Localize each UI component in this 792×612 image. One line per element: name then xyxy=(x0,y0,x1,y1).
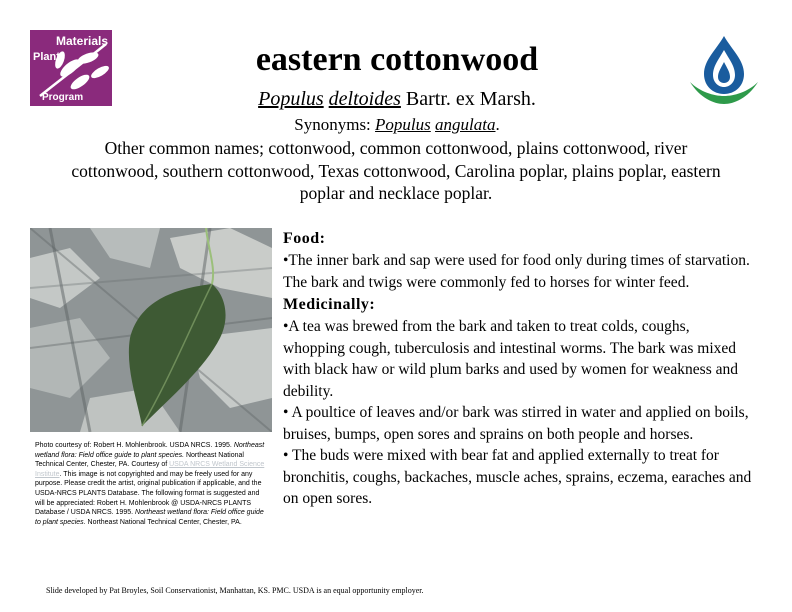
synonyms-label: Synonyms: xyxy=(294,115,371,134)
logo-line-program: Program xyxy=(42,92,84,103)
credit-publication-2: Northeast wetland flora: Field office guide to plant species. xyxy=(35,509,264,526)
other-common-names: Other common names; cottonwood, common cottonwood, plains cottonwood, river cottonwood, southern cottonwood, Texas cottonwood, Carolina poplar, plains poplar, eastern poplar and necklace poplar. xyxy=(71,138,721,203)
authority-name: Bartr. ex Marsh. xyxy=(405,88,536,110)
leaf-on-bark-image xyxy=(30,228,272,432)
medicinal-section xyxy=(283,294,753,510)
credit-text-1: Photo courtesy of: Robert H. Mohlenbrook. USDA NRCS. 1995. xyxy=(35,442,232,449)
synonyms-line xyxy=(160,115,634,135)
water-drop-icon xyxy=(686,32,762,108)
credit-publication-1: Northeast wetland flora: Field office guide to plant species. xyxy=(35,442,265,459)
credit-text-4: Northeast National Technical Center, Chester, PA. xyxy=(87,518,242,526)
footer-credit: Slide developed by Pat Broyles, Soil Conservationist, Manhattan, KS. PMC. USDA is an equal opportunity employer. xyxy=(46,586,424,595)
plant-materials-program-logo xyxy=(30,30,112,106)
food-item: •The inner bark and sap were used for food only during times of starvation. The bark and twigs were commonly fed to horses for winter feed. xyxy=(283,252,750,291)
synonym-end: . xyxy=(495,115,500,134)
medicinal-heading: Medicinally: xyxy=(283,296,376,313)
credit-text-2: Northeast National Technical Center, Chester, PA. Courtesy of xyxy=(35,451,244,469)
cottonwood-leaf-photo xyxy=(30,228,272,432)
food-heading: Food: xyxy=(283,230,326,247)
photo-credit xyxy=(35,441,265,527)
genus-name: Populus xyxy=(258,88,324,110)
species-name: deltoides xyxy=(328,88,401,110)
synonym-genus: Populus xyxy=(375,115,431,134)
synonym-species: angulata xyxy=(435,115,496,134)
credit-text-3: . This image is not copyrighted and may be freely used for any purpose. Please credit the artist, original publication if applicable, and the USDA-NRCS PLANTS Database. The following format is suggested and will be appreciated: Robert H. Mohlenbrook @ USDA-NRCS PLANTS Database / USDA NRCS. 1995. xyxy=(35,470,262,517)
page-title: eastern cottonwood xyxy=(255,41,539,78)
credit-link[interactable]: USDA NRCS Wetland Science Institute xyxy=(35,461,265,478)
uses-content xyxy=(283,228,753,511)
food-section xyxy=(283,228,753,293)
medicinal-item: • A poultice of leaves and/or bark was stirred in water and applied on boils, bruises, bumps, open sores and sprains on both people and horses. xyxy=(283,404,749,443)
medicinal-item: • The buds were mixed with bear fat and applied externally to treat for bronchitis, coughs, backaches, muscle aches, sprains, eczema, earaches and on open sores. xyxy=(283,447,752,507)
medicinal-item: •A tea was brewed from the bark and taken to treat colds, coughs, whopping cough, tuberculosis and intestinal worms. The bark was mixed with black haw or wild plum barks and used by women for weakness and debility. xyxy=(283,318,738,400)
scientific-name xyxy=(160,88,634,111)
water-drop-logo xyxy=(686,32,762,108)
logo-line-plant: Plant xyxy=(33,51,60,63)
logo-line-materials: Materials xyxy=(56,34,109,48)
